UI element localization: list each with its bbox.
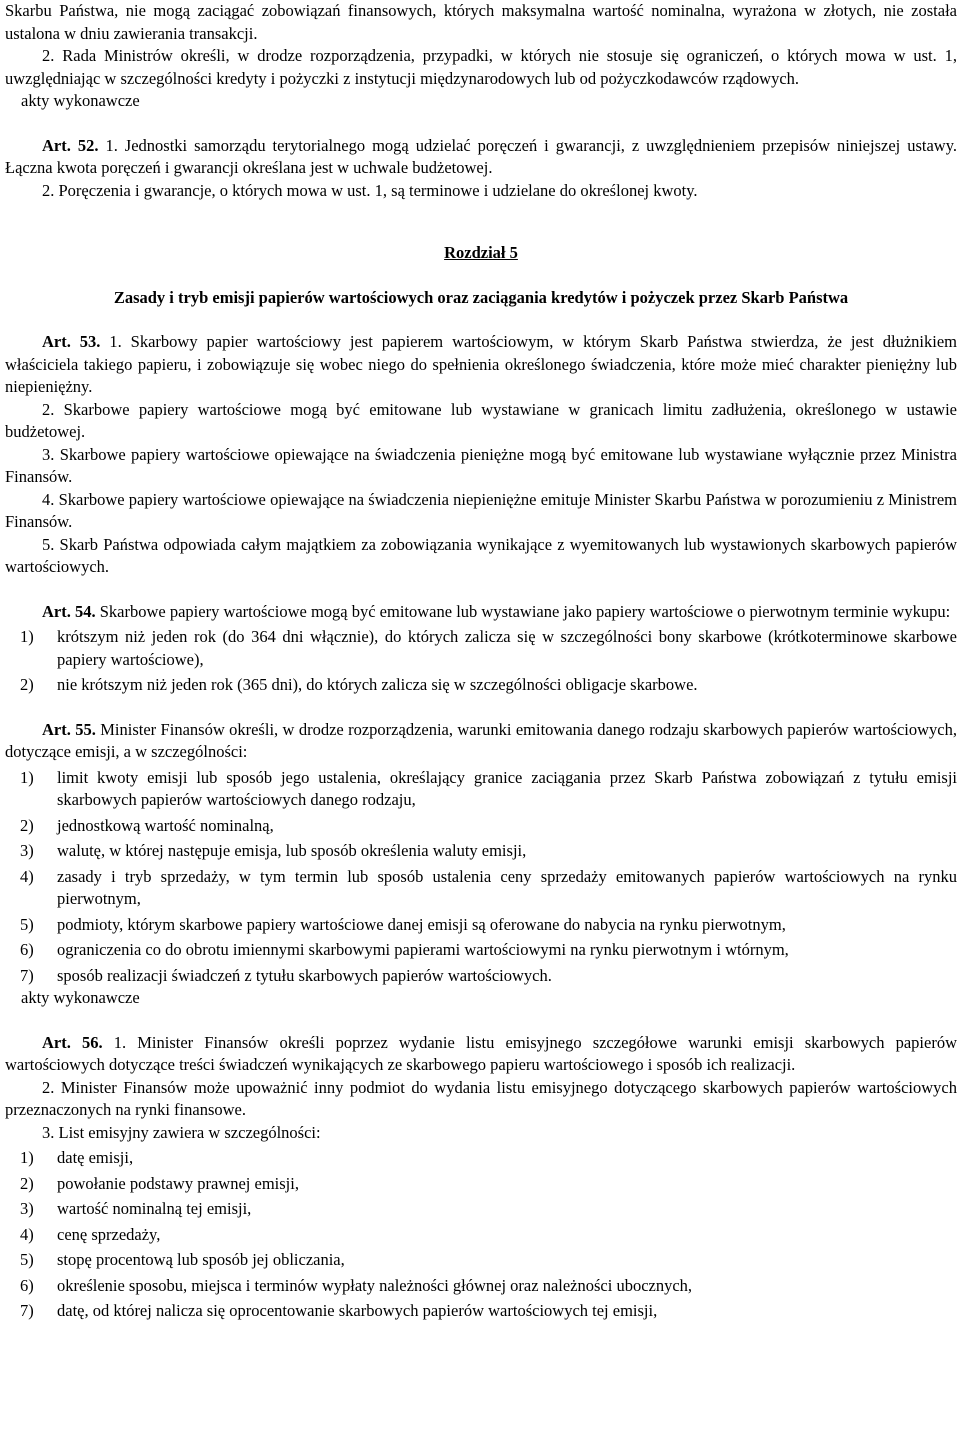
list-item: 1) datę emisji, <box>20 1148 134 1167</box>
art-53-label: Art. 53. <box>42 332 101 351</box>
art-52-paragraph-2: 2. Poręczenia i gwarancje, o których mowa w ust. 1, są terminowe i udzielane do określonej kwoty. <box>42 180 698 200</box>
list-item: 3) walutę, w której następuje emisja, lub sposób określenia waluty emisji, <box>20 841 527 860</box>
list-item: 1) krótszym niż jeden rok (do 364 dni włącznie), do których zalicza się w szczególności bony skarbowe (krótkoterminowe skarbowe papiery wartościowe), <box>20 627 957 669</box>
art-55-paragraph: Art. 55. Minister Finansów określi, w drodze rozporządzenia, warunki emitowania danego rodzaju skarbowych papierów wartościowych, dotyczące emisji, a w szczególności: <box>5 719 958 761</box>
intro-paragraph: Skarbu Państwa, nie mogą zaciągać zobowiązań finansowych, których maksymalna wartość nominalna, wyrażona w złotych, nie została ustalona w dniu zawierania transakcji. <box>5 1 957 43</box>
list-item: 5) podmioty, którym skarbowe papiery wartościowe danej emisji są oferowane do nabycia na rynku pierwotnym, <box>20 914 786 934</box>
art-53-paragraph-2: 2. Skarbowe papiery wartościowe mogą być emitowane lub wystawiane w granicach limitu zadłużenia, określonego w ustawie budżetowej. <box>5 399 957 441</box>
chapter-title: Zasady i tryb emisji papierów wartościowych oraz zaciągania kredytów i pożyczek przez Skarb Państwa <box>113 287 849 307</box>
list-item: 7) datę, od której nalicza się oprocentowanie skarbowych papierów wartościowych tej emisji, <box>20 1301 658 1320</box>
list-item: 4) zasady i tryb sprzedaży, w tym termin lub sposób ustalenia ceny sprzedaży emitowanych papierów wartościowych na rynku pierwotnym, <box>20 866 957 908</box>
art-52-paragraph-1: Art. 52. 1. Jednostki samorządu terytorialnego mogą udzielać poręczeń i gwarancji, z uwzględnieniem przepisów niniejszej ustawy. Łączna kwota poręczeń i gwarancji określana jest w uchwale budżetowej. <box>5 135 958 177</box>
art-53-paragraph-4: 4. Skarbowe papiery wartościowe opiewające na świadczenia niepieniężne emituje Minister Skarbu Państwa w porozumieniu z Ministrem Finansów. <box>5 489 957 531</box>
art-55-label: Art. 55. <box>42 719 96 739</box>
art-53-paragraph-3: 3. Skarbowe papiery wartościowe opiewające na świadczenia pieniężne mogą być emitowane lub wystawiane wyłącznie przez Ministra Finansów. <box>5 444 957 486</box>
list-item: 2) jednostkową wartość nominalną, <box>20 815 274 835</box>
list-item: 5) stopę procentową lub sposób jej obliczania, <box>20 1250 345 1269</box>
art-56-paragraph-1: Art. 56. 1. Minister Finansów określi poprzez wydanie listu emisyjnego szczegółowe warunki emisji skarbowych papierów wartościowych dotyczące treści świadczeń wynikających ze skarbowego papieru wartościowego i sposób ich realizacji. <box>5 1032 957 1074</box>
art-56-label: Art. 56. <box>42 1032 103 1052</box>
art-56-paragraph-3: 3. List emisyjny zawiera w szczególności: <box>42 1122 321 1142</box>
list-item: 4) cenę sprzedaży, <box>20 1224 161 1244</box>
art-53-paragraph-1: Art. 53. 1. Skarbowy papier wartościowy jest papierem wartościowym, w którym Skarb Państwa stwierdza, że jest dłużnikiem właściciela takiego papieru, i zobowiązuje się wobec niego do spełnienia określonego świadczenia, które może mieć charakter pieniężny lub niepieniężny. <box>5 332 957 396</box>
list-item: 2) nie krótszym niż jeden rok (365 dni), do których zalicza się w szczególności obligacje skarbowe. <box>20 675 698 694</box>
art-52-label: Art. 52. <box>42 135 99 155</box>
art-56-paragraph-2: 2. Minister Finansów może upoważnić inny podmiot do wydania listu emisyjnego dotyczącego skarbowych papierów wartościowych przeznaczonych na rynki finansowe. <box>5 1077 957 1119</box>
list-item: 6) ograniczenia co do obrotu imiennymi skarbowymi papierami wartościowymi na rynku pierwotnym i wtórnym, <box>20 940 789 959</box>
akty-wykonawcze-link[interactable]: akty wykonawcze <box>21 988 140 1007</box>
art-54-paragraph: Art. 54. Skarbowe papiery wartościowe mogą być emitowane lub wystawiane jako papiery wartościowe o pierwotnym terminie wykupu: <box>42 601 951 621</box>
document-page <box>5 0 957 1323</box>
art-53-paragraph-5: 5. Skarb Państwa odpowiada całym majątkiem za zobowiązania wynikające z wyemitowanych lub wystawionych skarbowych papierów wartościowych. <box>5 534 957 576</box>
akty-wykonawcze-link[interactable]: akty wykonawcze <box>21 91 140 110</box>
list-item: 1) limit kwoty emisji lub sposób jego ustalenia, określający granice zaciągania przez Skarb Państwa zobowiązań z tytułu emisji skarbowych papierów wartościowych danego rodzaju, <box>20 767 957 809</box>
chapter-label: Rozdział 5 <box>444 243 518 262</box>
list-item: 6) określenie sposobu, miejsca i terminów wypłaty należności głównej oraz należności ubocznych, <box>20 1275 693 1295</box>
intro-paragraph-2: 2. Rada Ministrów określi, w drodze rozporządzenia, przypadki, w których nie stosuje się ograniczeń, o których mowa w ust. 1, uwzględniając w szczególności kredyty i pożyczki z instytucji międzynarodowych lub od pożyczkodawców rządowych. <box>5 46 957 88</box>
list-item: 2) powołanie podstawy prawnej emisji, <box>20 1173 299 1193</box>
list-item: 3) wartość nominalną tej emisji, <box>20 1199 252 1218</box>
art-54-label: Art. 54. <box>42 601 96 621</box>
list-item: 7) sposób realizacji świadczeń z tytułu skarbowych papierów wartościowych. <box>20 965 552 985</box>
